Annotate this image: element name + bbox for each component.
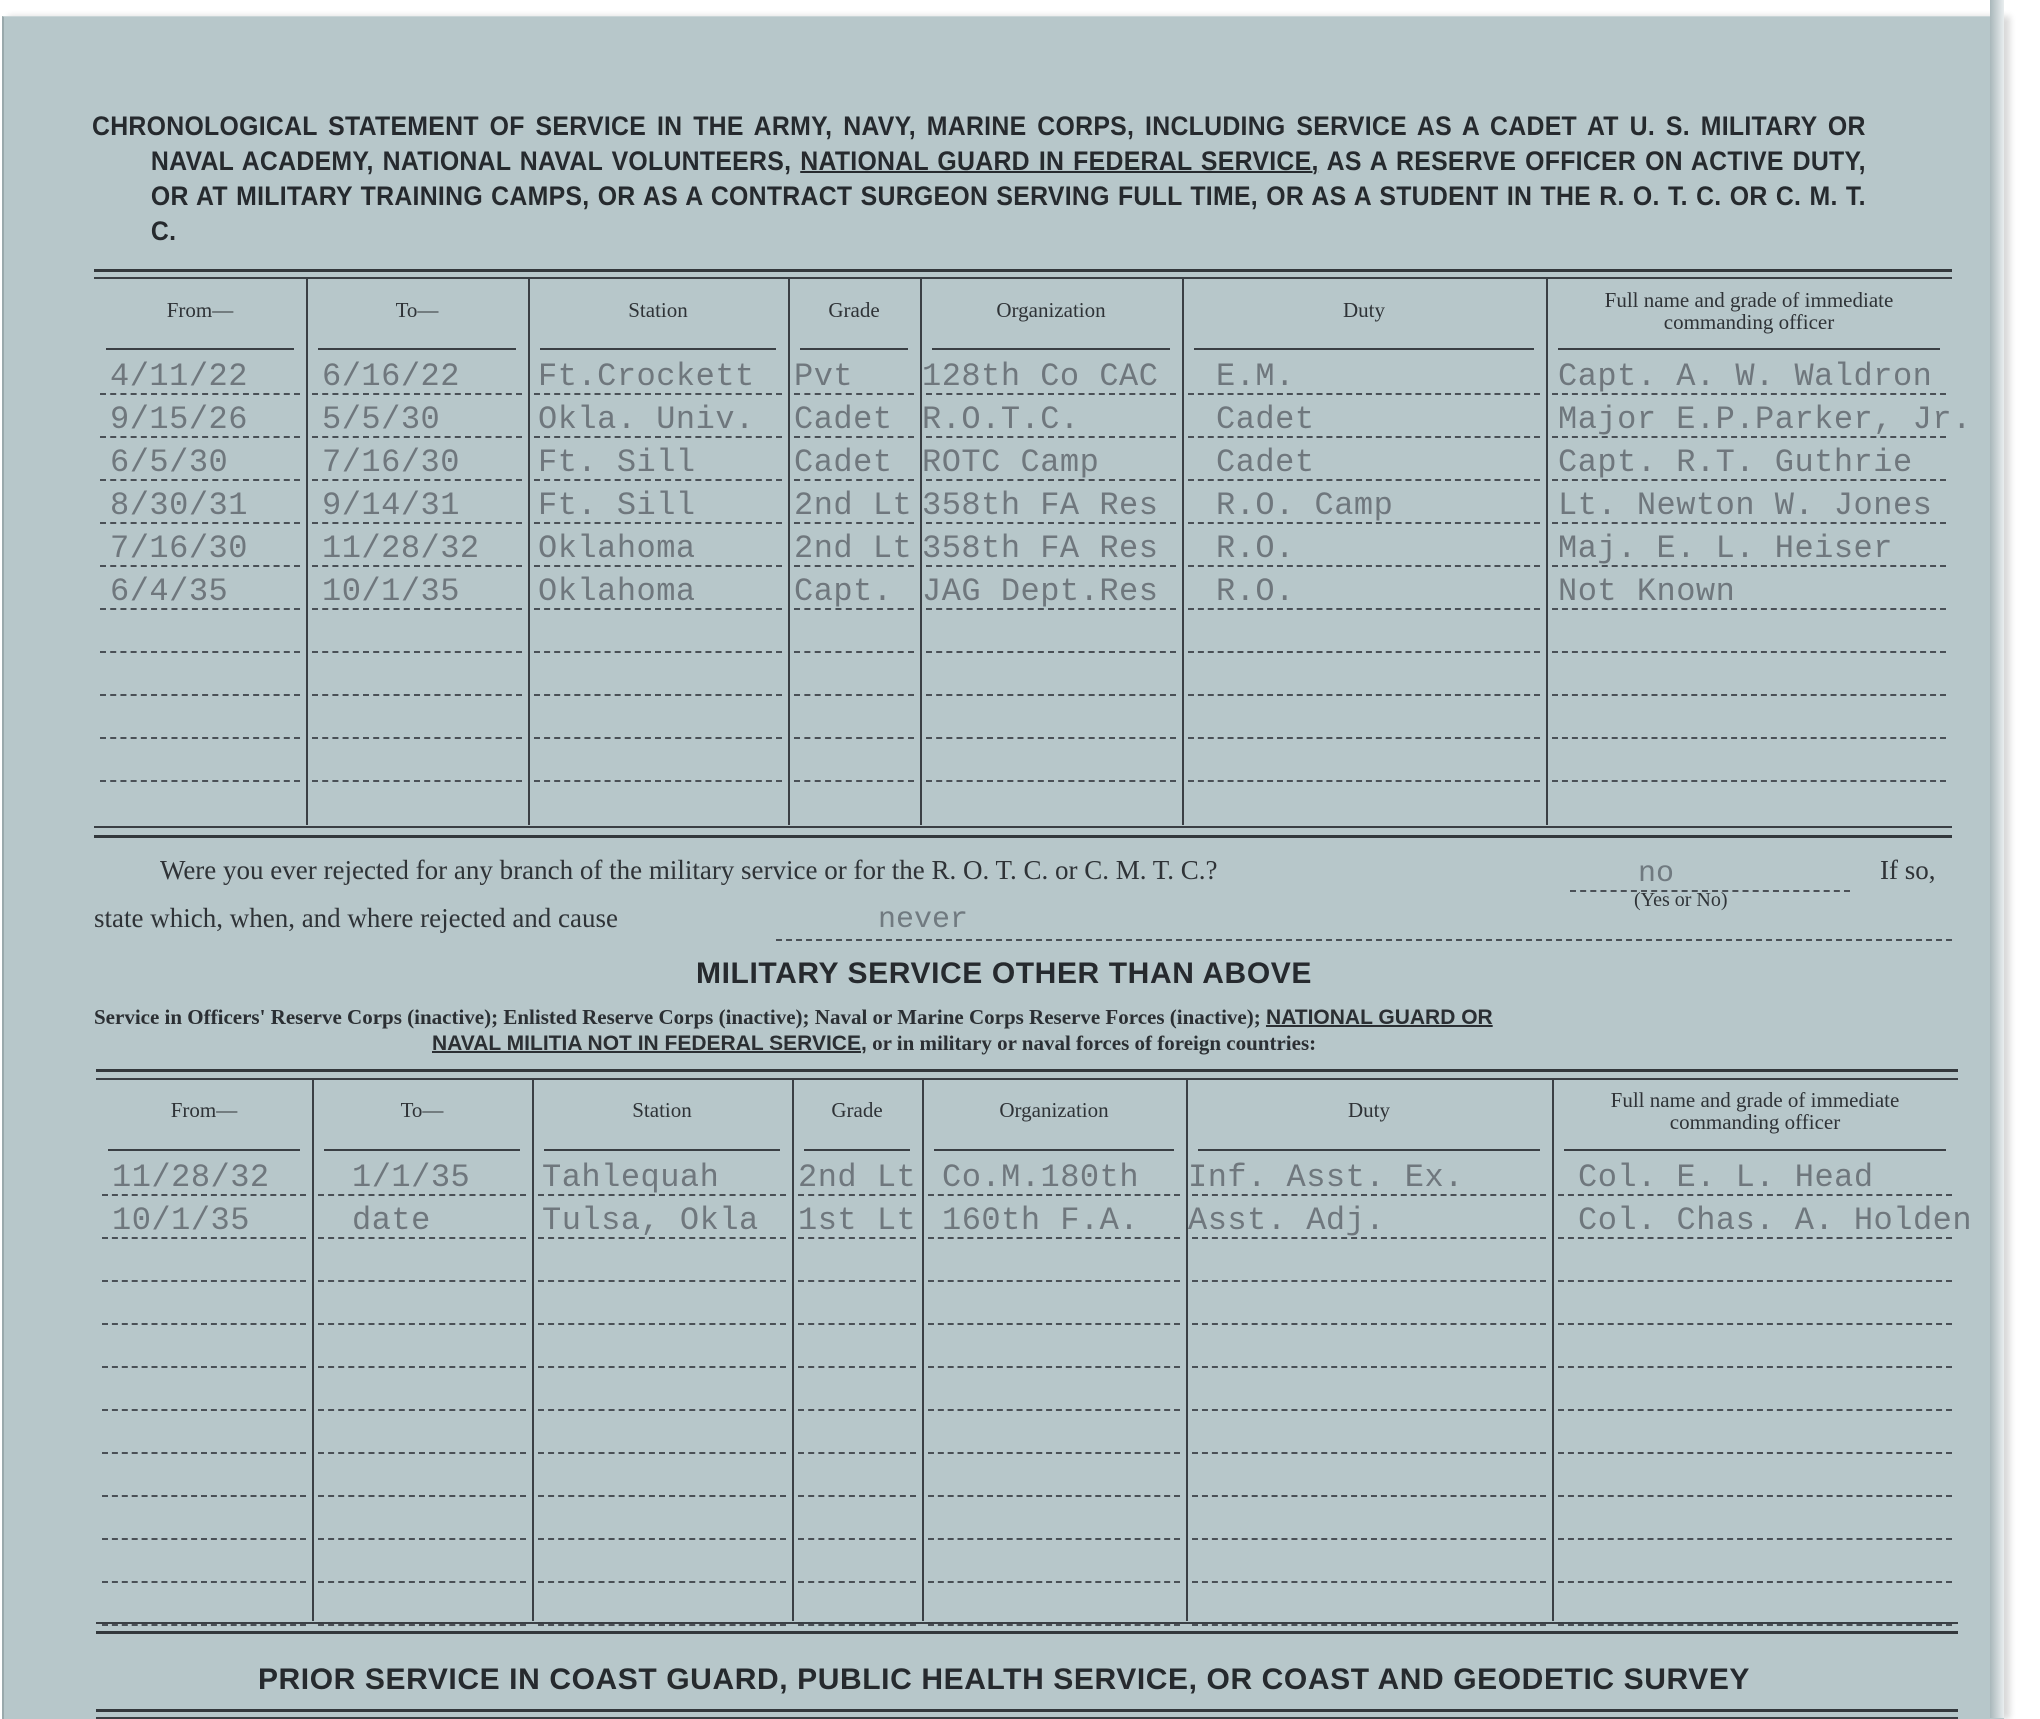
cell-station: Ft.Crockett [538,358,755,395]
entry-line [1192,1452,1546,1454]
column-divider [532,1080,534,1621]
column-divider [528,279,530,825]
column-divider [792,1080,794,1621]
cell-grade: Cadet [794,401,893,438]
cell-from: 11/28/32 [112,1159,270,1196]
cell-from: 4/11/22 [110,358,248,395]
cell-to: 9/14/31 [322,487,460,524]
cell-organization: 358th FA Res [922,530,1159,567]
entry-line [1192,1581,1546,1583]
entry-line [1188,651,1540,653]
entry-line [318,1538,526,1540]
header-underline [1198,1149,1540,1151]
entry-line [318,1409,526,1411]
entry-line [926,694,1176,696]
column-divider [922,1080,924,1621]
entry-line [102,1323,306,1325]
rejection-answer: no [1638,857,1675,891]
cell-commanding-officer: Col. Chas. A. Holden [1578,1202,1973,1239]
cell-from: 10/1/35 [112,1202,250,1239]
entry-line [928,1495,1180,1497]
entry-line [538,1495,786,1497]
entry-line [1188,694,1540,696]
entry-line [928,1581,1180,1583]
entry-line [1192,1366,1546,1368]
entry-line [538,1366,786,1368]
entry-line [538,1581,786,1583]
cell-duty: Asst. Adj. [1188,1202,1386,1239]
section1-heading: CHRONOLOGICAL STATEMENT OF SERVICE IN THE ARMY, NAVY, MARINE CORPS, INCLUDING SERVICE AS A CADET AT U. S. MILITARY OR NAVAL ACADEMY, NATIONAL NAVAL VOLUNTEERS, NATIONAL GUARD IN FEDERAL SERVICE, AS A RESERVE OFFICER ON ACTIVE DUTY, OR AT MILITARY TRAINING CAMPS, OR AS A CONTRACT SURGEON SERVING FULL TIME, OR AS A STUDENT IN THE R. O. T. C. OR C. M. T. C. [92,111,1866,246]
entry-line [102,1452,306,1454]
cell-station: Ft. Sill [538,444,696,481]
column-divider [312,1080,314,1621]
cell-grade: 2nd Lt [794,530,913,567]
column-header-grade: Grade [828,298,880,322]
cell-from: 8/30/31 [110,487,248,524]
entry-line [1552,694,1946,696]
cell-to: 11/28/32 [322,530,480,567]
column-divider [1182,279,1184,825]
cell-from: 6/5/30 [110,444,229,481]
table3-top-rule [96,1709,1958,1712]
entry-line [312,651,522,653]
form-sheet [2,16,2004,1719]
cell-commanding-officer: Not Known [1558,573,1736,610]
header-underline [934,1149,1174,1151]
entry-line [798,1581,916,1583]
entry-line [928,1624,1180,1626]
entry-line [102,1624,306,1626]
entry-line [318,1366,526,1368]
cell-station: Oklahoma [538,573,696,610]
entry-line [312,694,522,696]
entry-line [926,780,1176,782]
column-header-duty: Duty [1343,298,1385,322]
column-header-to: To— [400,1098,444,1122]
header-underline [1194,348,1534,350]
rejection-cause-line [776,939,1952,941]
entry-line [534,780,782,782]
table2-top-rule [96,1069,1958,1072]
rejection-followup: state which, when, and where rejected and cause [94,903,619,933]
entry-line [102,1409,306,1411]
entry-line [534,694,782,696]
cell-grade: 1st Lt [798,1202,917,1239]
column-divider [1552,1080,1554,1621]
cell-to: 6/16/22 [322,358,460,395]
table1-bottom-rule-2 [94,835,1952,838]
entry-line [1558,1538,1952,1540]
cell-duty: R.O. Camp [1216,487,1394,524]
column-header-from: From— [170,1098,238,1122]
cell-duty: R.O. [1216,530,1295,567]
cell-to: 10/1/35 [322,573,460,610]
entry-line [1558,1581,1952,1583]
section3-heading: PRIOR SERVICE IN COAST GUARD, PUBLIC HEALTH SERVICE, OR COAST AND GEODETIC SURVEY [257,1663,1751,1696]
cell-from: 7/16/30 [110,530,248,567]
cell-commanding-officer: Major E.P.Parker, Jr. [1558,401,1972,438]
header-underline [544,1149,780,1151]
entry-line [926,737,1176,739]
entry-line [102,1538,306,1540]
cell-duty: Inf. Asst. Ex. [1188,1159,1464,1196]
entry-line [538,1323,786,1325]
cell-to: 1/1/35 [352,1159,471,1196]
entry-line [102,1366,306,1368]
column-divider [306,279,308,825]
header-underline [800,348,908,350]
entry-line [794,780,914,782]
header-underline [1564,1149,1946,1151]
entry-line [1558,1409,1952,1411]
cell-to: date [352,1202,431,1239]
entry-line [100,694,300,696]
entry-line [312,737,522,739]
entry-line [1558,1280,1952,1282]
entry-line [102,1280,306,1282]
cell-duty: R.O. [1216,573,1295,610]
column-header-station: Station [628,298,688,322]
cell-from: 9/15/26 [110,401,248,438]
column-divider [1546,279,1548,825]
entry-line [1552,737,1946,739]
column-header-from: From— [166,298,234,322]
entry-line [1188,737,1540,739]
entry-line [538,1538,786,1540]
cell-duty: Cadet [1216,444,1315,481]
cell-organization: 128th Co CAC [922,358,1159,395]
entry-line [318,1495,526,1497]
entry-line [794,737,914,739]
entry-line [928,1452,1180,1454]
entry-line [798,1624,916,1626]
entry-line [798,1323,916,1325]
cell-station: Ft. Sill [538,487,696,524]
entry-line [1552,780,1946,782]
entry-line [1192,1323,1546,1325]
table2-top-rule-inner [96,1078,1958,1080]
cell-commanding-officer: Capt. A. W. Waldron [1558,358,1933,395]
yes-no-label: (Yes or No) [1634,889,1728,911]
entry-line [794,694,914,696]
cell-to: 7/16/30 [322,444,460,481]
header-underline [108,1149,300,1151]
column-header-to: To— [395,298,439,322]
entry-line [1558,1452,1952,1454]
cell-station: Tahlequah [542,1159,720,1196]
header-underline [106,348,294,350]
cell-station: Tulsa, Okla [542,1202,759,1239]
entry-line [928,1366,1180,1368]
entry-line [798,1495,916,1497]
cell-grade: 2nd Lt [798,1159,917,1196]
entry-line [1192,1495,1546,1497]
entry-line [1192,1538,1546,1540]
cell-station: Okla. Univ. [538,401,755,438]
rejection-question: Were you ever rejected for any branch of the military service or for the R. O. T. C. or C. M. T. C.? [160,855,1218,885]
cell-grade: 2nd Lt [794,487,913,524]
entry-line [100,737,300,739]
cell-commanding-officer: Maj. E. L. Heiser [1558,530,1893,567]
header-underline [804,1149,910,1151]
entry-line [538,1624,786,1626]
table1-bottom-rule [94,826,1952,828]
cell-commanding-officer: Lt. Newton W. Jones [1558,487,1933,524]
entry-line [1552,651,1946,653]
column-header-grade: Grade [831,1098,883,1122]
entry-line [538,1409,786,1411]
entry-line [798,1409,916,1411]
cell-organization: 358th FA Res [922,487,1159,524]
cell-duty: E.M. [1216,358,1295,395]
entry-line [928,1323,1180,1325]
entry-line [1558,1624,1952,1626]
entry-line [928,1280,1180,1282]
column-header-duty: Duty [1348,1098,1390,1122]
header-underline [324,1149,520,1151]
entry-line [538,1452,786,1454]
cell-commanding-officer: Col. E. L. Head [1578,1159,1874,1196]
rejection-cause: never [878,903,969,937]
cell-to: 5/5/30 [322,401,441,438]
cell-grade: Cadet [794,444,893,481]
entry-line [926,651,1176,653]
entry-line [928,1409,1180,1411]
entry-line [312,780,522,782]
column-header-station: Station [632,1098,692,1122]
column-divider [788,279,790,825]
cell-grade: Pvt [794,358,854,395]
column-header-organization: Organization [996,298,1106,322]
entry-line [318,1323,526,1325]
entry-line [538,1280,786,1282]
entry-line [1558,1323,1952,1325]
entry-line [928,1538,1180,1540]
cell-station: Oklahoma [538,530,696,567]
cell-organization: JAG Dept.Res [922,573,1159,610]
cell-organization: ROTC Camp [922,444,1100,481]
entry-line [1192,1280,1546,1282]
cell-organization: 160th F.A. [942,1202,1140,1239]
entry-line [534,651,782,653]
entry-line [798,1452,916,1454]
section2-subtext-1: Service in Officers' Reserve Corps (inactive); Enlisted Reserve Corps (inactive); Naval or Marine Corps Reserve Forces (inactive); NATIONAL GUARD OR [94,1005,1493,1029]
entry-line [100,780,300,782]
table1-top-rule-inner [94,277,1952,279]
header-underline [318,348,516,350]
cell-grade: Capt. [794,573,893,610]
cell-commanding-officer: Capt. R.T. Guthrie [1558,444,1913,481]
entry-line [318,1581,526,1583]
entry-line [100,651,300,653]
section2-heading: MILITARY SERVICE OTHER THAN ABOVE [696,957,1312,990]
section2-subtext-2: NAVAL MILITIA NOT IN FEDERAL SERVICE, or in military or naval forces of foreign countries: [432,1031,1317,1055]
entry-line [794,651,914,653]
entry-line [798,1538,916,1540]
entry-line [1188,780,1540,782]
if-so-label: If so, [1880,855,1936,885]
cell-organization: Co.M.180th [942,1159,1140,1196]
entry-line [798,1280,916,1282]
column-header-commanding-officer: Full name and grade of immediate commanding officer [1604,288,1894,334]
entry-line [534,737,782,739]
entry-line [318,1624,526,1626]
entry-line [798,1366,916,1368]
entry-line [1558,1366,1952,1368]
entry-line [1558,1495,1952,1497]
entry-line [318,1280,526,1282]
entry-line [1192,1624,1546,1626]
entry-line [102,1581,306,1583]
table1-top-rule [94,269,1952,272]
column-header-organization: Organization [999,1098,1109,1122]
header-underline [1558,348,1940,350]
cell-organization: R.O.T.C. [922,401,1080,438]
entry-line [102,1495,306,1497]
entry-line [1192,1409,1546,1411]
entry-line [318,1452,526,1454]
table2-bottom-rule-2 [96,1631,1958,1634]
header-underline [932,348,1170,350]
header-underline [540,348,776,350]
column-header-commanding-officer: Full name and grade of immediate commanding officer [1610,1088,1900,1134]
cell-duty: Cadet [1216,401,1315,438]
cell-from: 6/4/35 [110,573,229,610]
page-edge-shadow [1990,0,2004,1718]
